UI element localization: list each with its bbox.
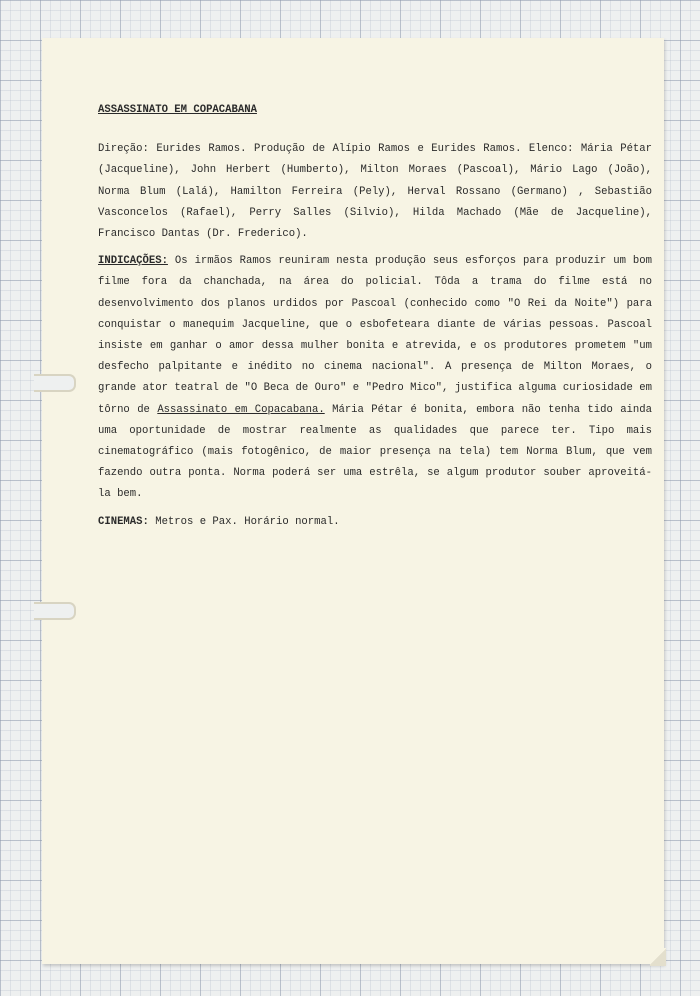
- punch-hole-top: [34, 374, 76, 392]
- document-title: ASSASSINATO EM COPACABANA: [98, 104, 257, 116]
- cinemas-label: CINEMAS:: [98, 515, 149, 528]
- indicacoes-text-part1: Os irmãos Ramos reuniram nesta produção seus esforços para produzir um bom filme fora da chanchada, na área do policial. Tôda a trama do filme está no desenvolvimento dos planos urdidos por Pascoal (conhecido como "O Rei da Noite") para conquistar o manequim Jacqueline, que o esbofeteara diante de várias pessoas. Pascoal insiste em ganhar o amor dessa mulher bonita e atrevida, e os produtores prometem "um desfecho palpitante e inédito no cinema nacional". A presença de Milton Moraes, o grande ator teatral de "O Beca de Ouro" e "Pedro Mico", justifica alguma curiosidade em tôrno de: [98, 255, 652, 416]
- folded-corner: [650, 948, 666, 966]
- film-title-reference: Assassinato em Copacabana.: [157, 403, 325, 416]
- typed-text: [98, 100, 652, 539]
- cinemas-paragraph: [98, 512, 652, 533]
- cinemas-text: Metros e Pax. Horário normal.: [148, 515, 340, 528]
- indicacoes-label: INDICAÇÕES:: [98, 255, 168, 268]
- indicacoes-text-part2: Mária Pétar é bonita, embora não tenha tido ainda uma oportunidade de mostrar realmente as qualidades que parece ter. Tipo mais cinematográfico (mais fotogênico, de maior presença na tela) tem Norma Blum, que vem fazendo outra ponta. Norma poderá ser uma estrêla, se algum produtor souber aproveitá-la bem.: [98, 403, 652, 501]
- document-sheet: [42, 38, 664, 964]
- punch-hole-bottom: [34, 602, 76, 620]
- indicacoes-paragraph: [98, 251, 652, 505]
- credits-paragraph: Direção: Eurides Ramos. Produção de Alípio Ramos e Eurides Ramos. Elenco: Mária Pétar (Jacqueline), John Herbert (Humberto), Milton Moraes (Pascoal), Mário Lago (João), Norma Blum (Lalá), Hamilton Ferreira (Pely), Herval Rossano (Germano) , Sebastião Vasconcelos (Rafael), Perry Salles (Silvio), Hilda Machado (Mãe de Jacqueline), Francisco Dantas (Dr. Frederico).: [98, 143, 652, 241]
